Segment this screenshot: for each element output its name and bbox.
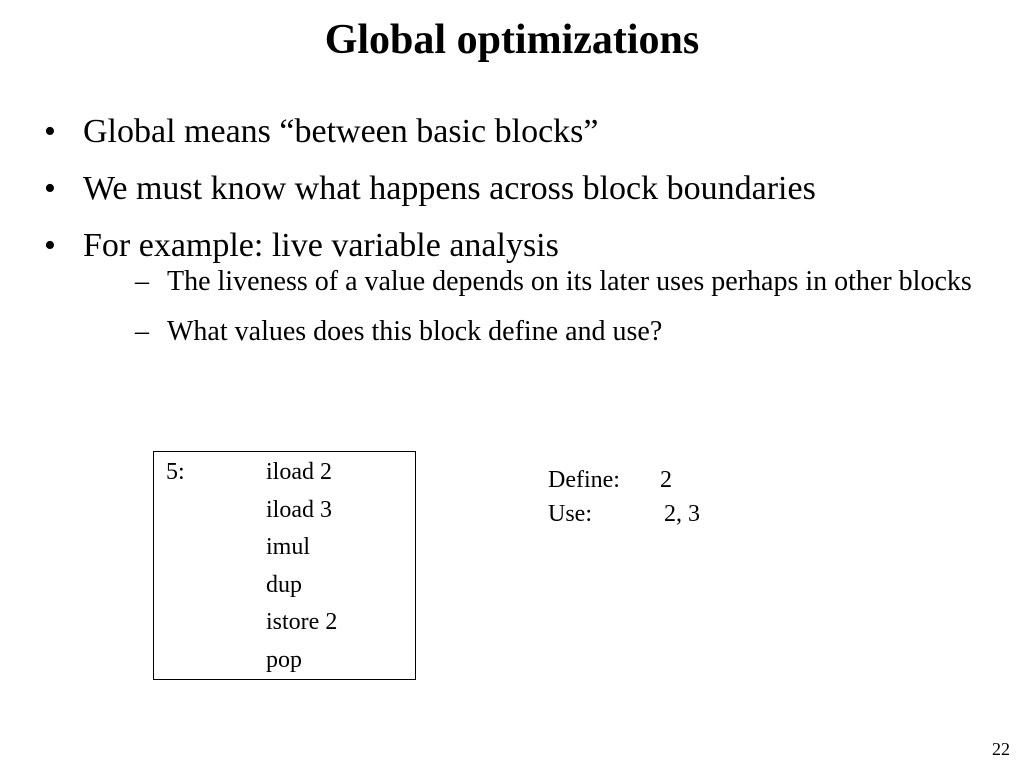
use-label: Use:	[548, 501, 592, 527]
bullet-item	[44, 110, 984, 154]
define-value: 2	[660, 467, 672, 493]
instruction: imul	[266, 534, 311, 560]
instruction: pop	[266, 646, 302, 673]
bullet-text: For example: live variable analysis	[83, 227, 559, 264]
block-label: 5:	[166, 459, 185, 485]
define-use-summary	[548, 463, 748, 531]
bullet-marker: •	[44, 170, 56, 207]
code-line	[154, 492, 415, 530]
code-line	[154, 529, 415, 567]
instruction: dup	[266, 571, 302, 598]
code-line	[154, 454, 415, 492]
code-line	[154, 642, 415, 680]
bullet-text: Global means “between basic blocks”	[83, 113, 599, 150]
bullet-item	[44, 224, 984, 352]
define-label: Define:	[548, 467, 620, 493]
instruction: iload 3	[266, 496, 332, 523]
subbullet-list	[135, 262, 995, 352]
use-row	[548, 497, 748, 531]
bytecode-block-box	[153, 451, 416, 680]
bullet-marker: •	[44, 227, 56, 264]
use-value: 2, 3	[664, 501, 700, 527]
slide-title: Global optimizations	[324, 17, 700, 63]
bullet-item	[44, 167, 984, 211]
subbullet-marker: –	[135, 316, 149, 347]
subbullet-marker: –	[135, 266, 149, 297]
instruction: istore 2	[266, 609, 338, 635]
code-line	[154, 567, 415, 605]
subbullet-item	[135, 312, 995, 352]
code-line	[154, 604, 415, 642]
instruction: iload 2	[266, 459, 332, 485]
define-row	[548, 463, 748, 497]
bullet-list	[44, 110, 984, 365]
subbullet-text: The liveness of a value depends on its later uses perhaps in other blocks	[167, 266, 972, 297]
subbullet-item	[135, 262, 995, 302]
subbullet-text: What values does this block define and use?	[167, 316, 663, 347]
bullet-marker: •	[44, 113, 56, 150]
bullet-text: We must know what happens across block boundaries	[83, 170, 816, 207]
page-number: 22	[992, 739, 1010, 759]
